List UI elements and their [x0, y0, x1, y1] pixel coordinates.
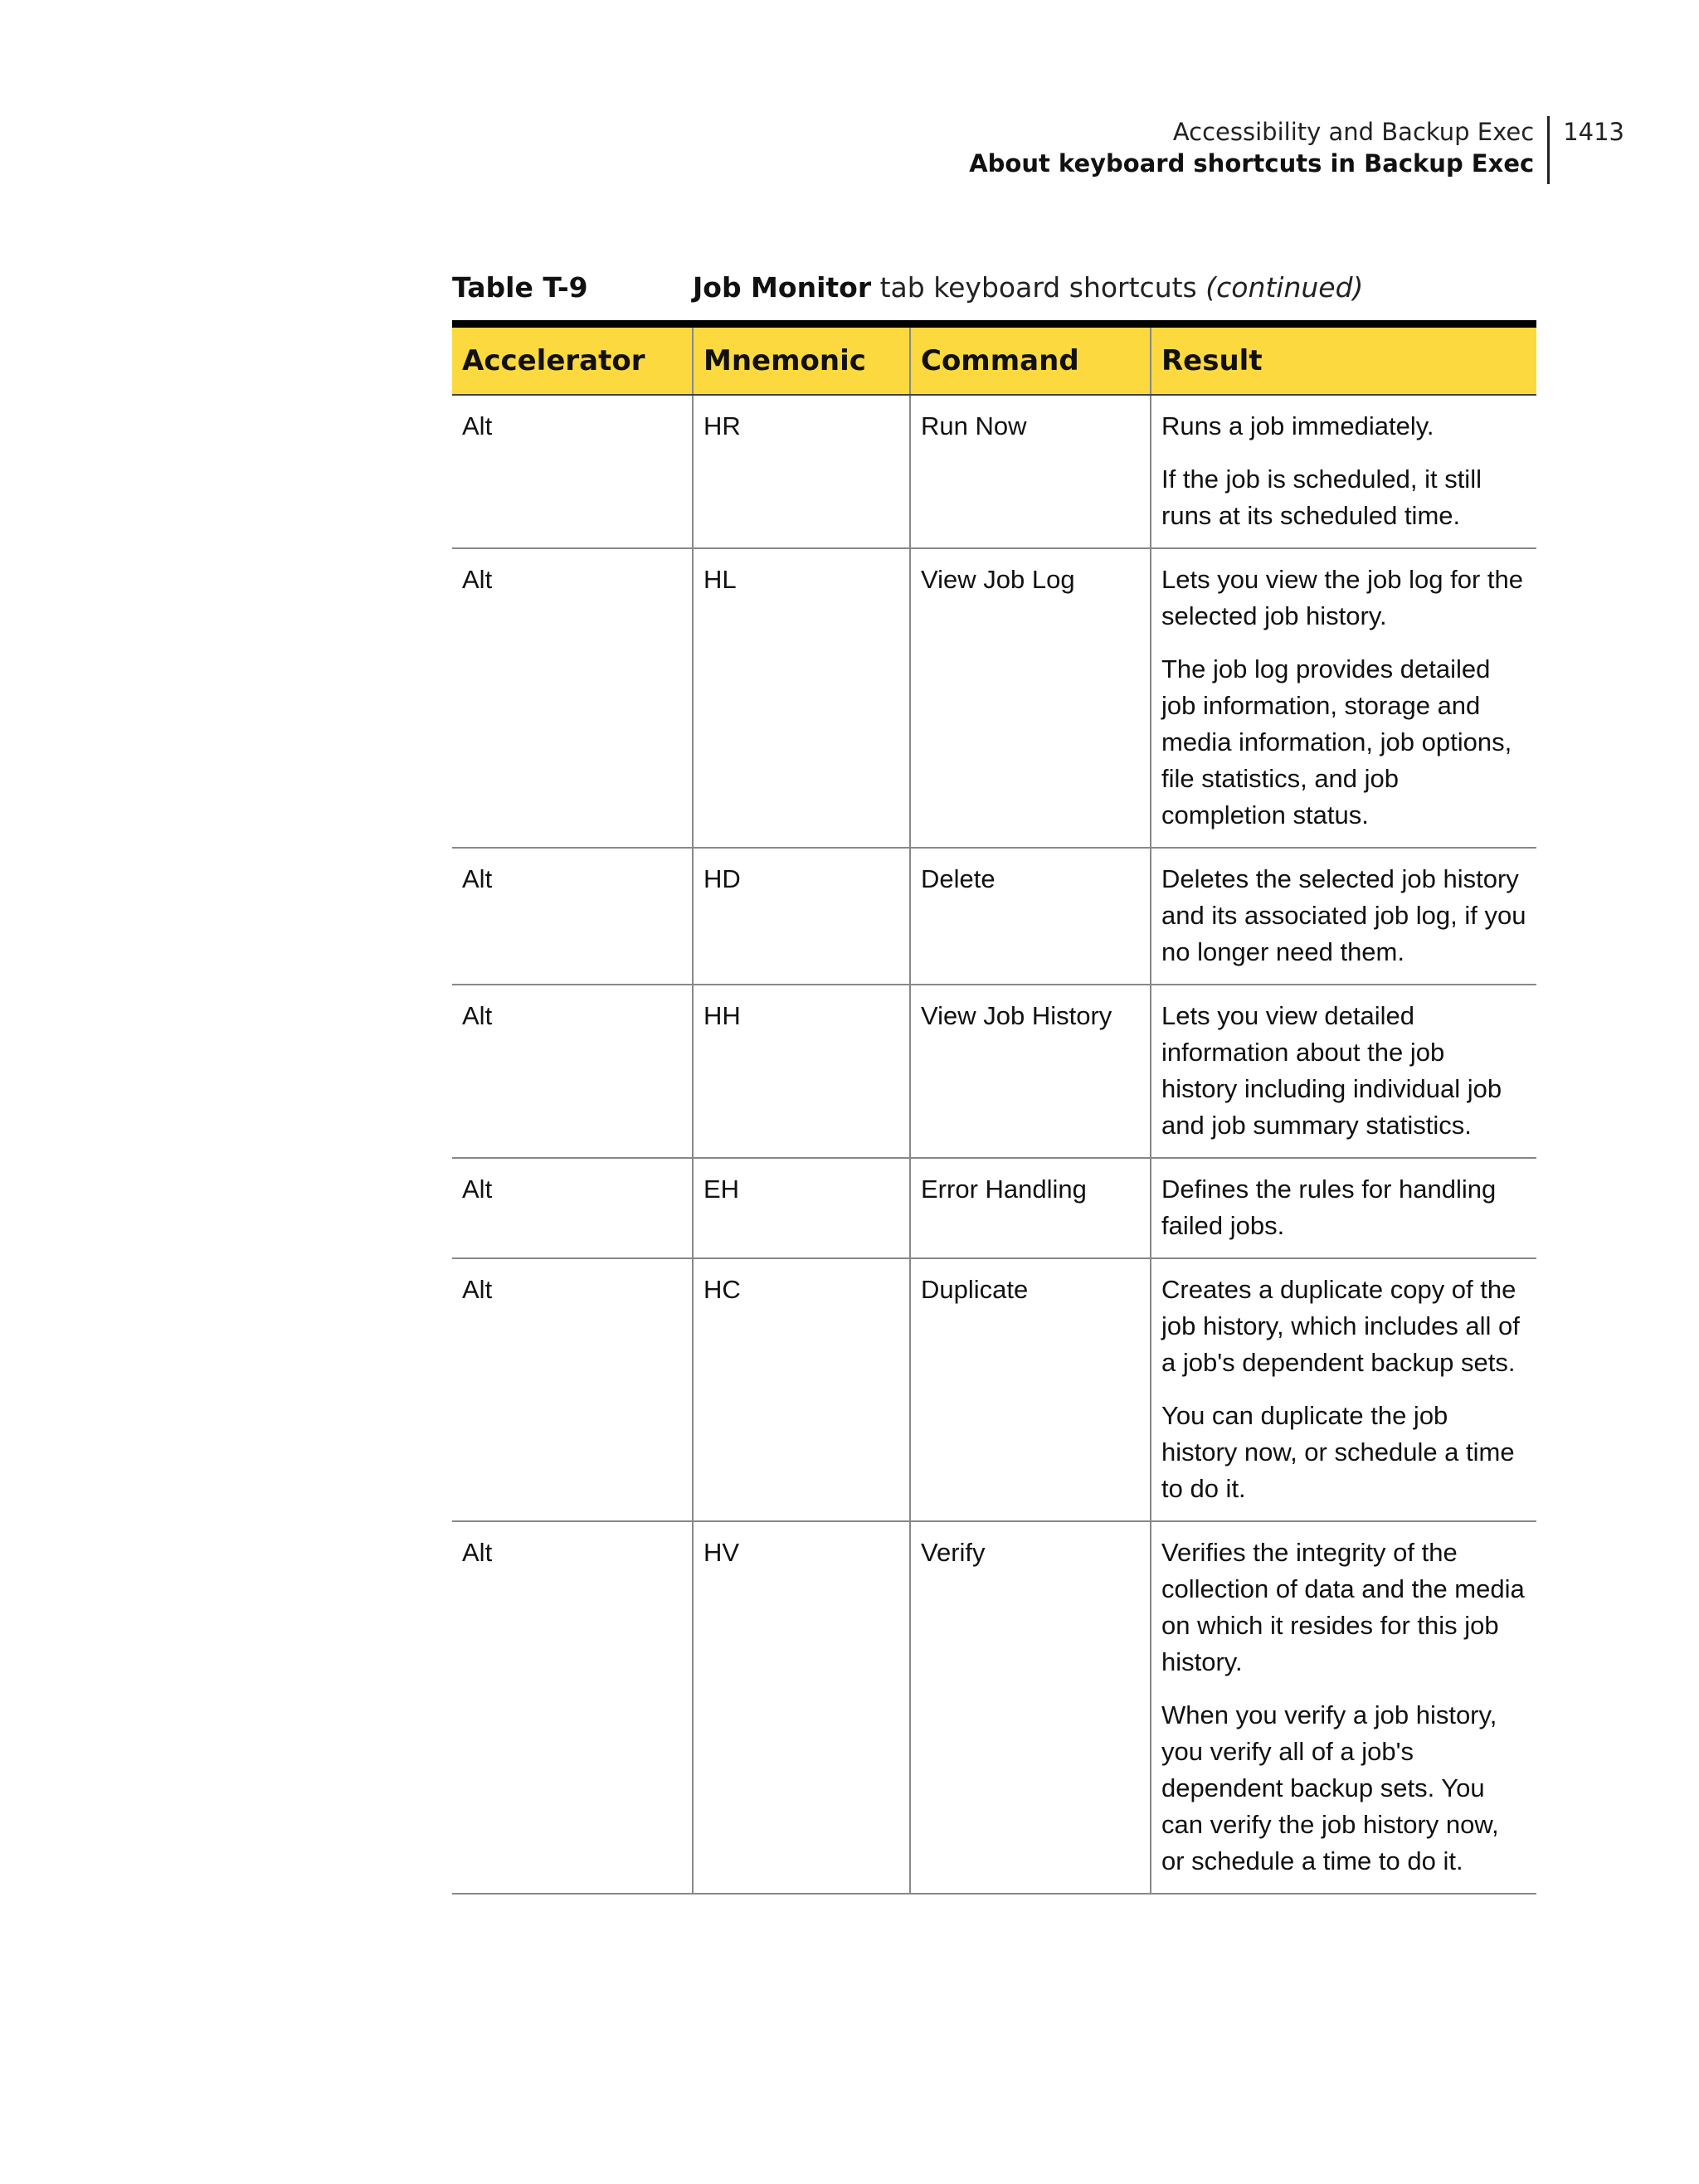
- column-header-command: Command: [910, 324, 1151, 396]
- page-number: 1413: [1563, 118, 1624, 146]
- table-row: [452, 548, 1536, 848]
- accelerator-cell: Alt: [452, 1258, 693, 1521]
- mnemonic-cell: HH: [693, 985, 910, 1158]
- table-row: [452, 1521, 1536, 1894]
- section-title: About keyboard shortcuts in Backup Exec: [969, 149, 1535, 178]
- result-paragraph: Lets you view the job log for the selected job history.: [1161, 565, 1523, 630]
- result-paragraph: Runs a job immediately.: [1161, 411, 1434, 440]
- command-cell: View Job History: [910, 985, 1151, 1158]
- table-title-bold: Job Monitor: [693, 271, 872, 304]
- column-header-mnemonic: Mnemonic: [693, 324, 910, 396]
- table-title-continued: (continued): [1205, 271, 1364, 304]
- chapter-title: Accessibility and Backup Exec: [1172, 118, 1535, 146]
- result-paragraph: Lets you view detailed information about the job history including individual job and job summary statistics.: [1161, 1001, 1502, 1140]
- mnemonic-cell: HD: [693, 848, 910, 985]
- result-cell: [1151, 548, 1536, 848]
- result-paragraph: When you verify a job history, you verify all of a job's dependent backup sets. You can verify the job history now, or schedule a time to do it.: [1161, 1700, 1499, 1875]
- table-row: [452, 395, 1536, 548]
- command-cell: Verify: [910, 1521, 1151, 1894]
- result-cell: [1151, 848, 1536, 985]
- command-cell: View Job Log: [910, 548, 1151, 848]
- accelerator-cell: Alt: [452, 1158, 693, 1258]
- table-title-text: tab keyboard shortcuts: [871, 271, 1206, 304]
- table-caption: [452, 270, 1535, 306]
- column-header-accelerator: Accelerator: [452, 324, 693, 396]
- result-paragraph: Verifies the integrity of the collection of data and the media on which it resides for this job history.: [1161, 1538, 1525, 1676]
- result-cell: [1151, 985, 1536, 1158]
- accelerator-cell: Alt: [452, 1521, 693, 1894]
- accelerator-cell: Alt: [452, 848, 693, 985]
- table-row: [452, 1158, 1536, 1258]
- table-number: Table T-9: [452, 271, 588, 304]
- result-paragraph: Deletes the selected job history and its associated job log, if you no longer need them.: [1161, 864, 1526, 966]
- result-paragraph: Creates a duplicate copy of the job history, which includes all of a job's dependent backup sets.: [1161, 1275, 1520, 1377]
- result-paragraph: The job log provides detailed job information, storage and media information, job options, file statistics, and job completion status.: [1161, 654, 1512, 829]
- running-header: [969, 116, 1624, 184]
- table-row: [452, 848, 1536, 985]
- command-cell: Error Handling: [910, 1158, 1151, 1258]
- command-cell: Delete: [910, 848, 1151, 985]
- result-cell: [1151, 1258, 1536, 1521]
- mnemonic-cell: HC: [693, 1258, 910, 1521]
- table-header-row: [452, 324, 1536, 396]
- running-header-text: [969, 116, 1550, 184]
- result-cell: [1151, 395, 1536, 548]
- result-cell: [1151, 1158, 1536, 1258]
- result-paragraph: Defines the rules for handling failed jobs.: [1161, 1175, 1497, 1240]
- command-cell: Duplicate: [910, 1258, 1151, 1521]
- shortcuts-table: [452, 320, 1536, 1895]
- result-paragraph: If the job is scheduled, it still runs at its scheduled time.: [1161, 465, 1482, 530]
- result-paragraph: You can duplicate the job history now, or schedule a time to do it.: [1161, 1401, 1515, 1503]
- table-row: [452, 985, 1536, 1158]
- mnemonic-cell: EH: [693, 1158, 910, 1258]
- accelerator-cell: Alt: [452, 548, 693, 848]
- result-cell: [1151, 1521, 1536, 1894]
- mnemonic-cell: HV: [693, 1521, 910, 1894]
- column-header-result: Result: [1151, 324, 1536, 396]
- command-cell: Run Now: [910, 395, 1151, 548]
- mnemonic-cell: HR: [693, 395, 910, 548]
- table-title: [693, 270, 1363, 306]
- accelerator-cell: Alt: [452, 395, 693, 548]
- table-body: [452, 395, 1536, 1894]
- accelerator-cell: Alt: [452, 985, 693, 1158]
- table-row: [452, 1258, 1536, 1521]
- mnemonic-cell: HL: [693, 548, 910, 848]
